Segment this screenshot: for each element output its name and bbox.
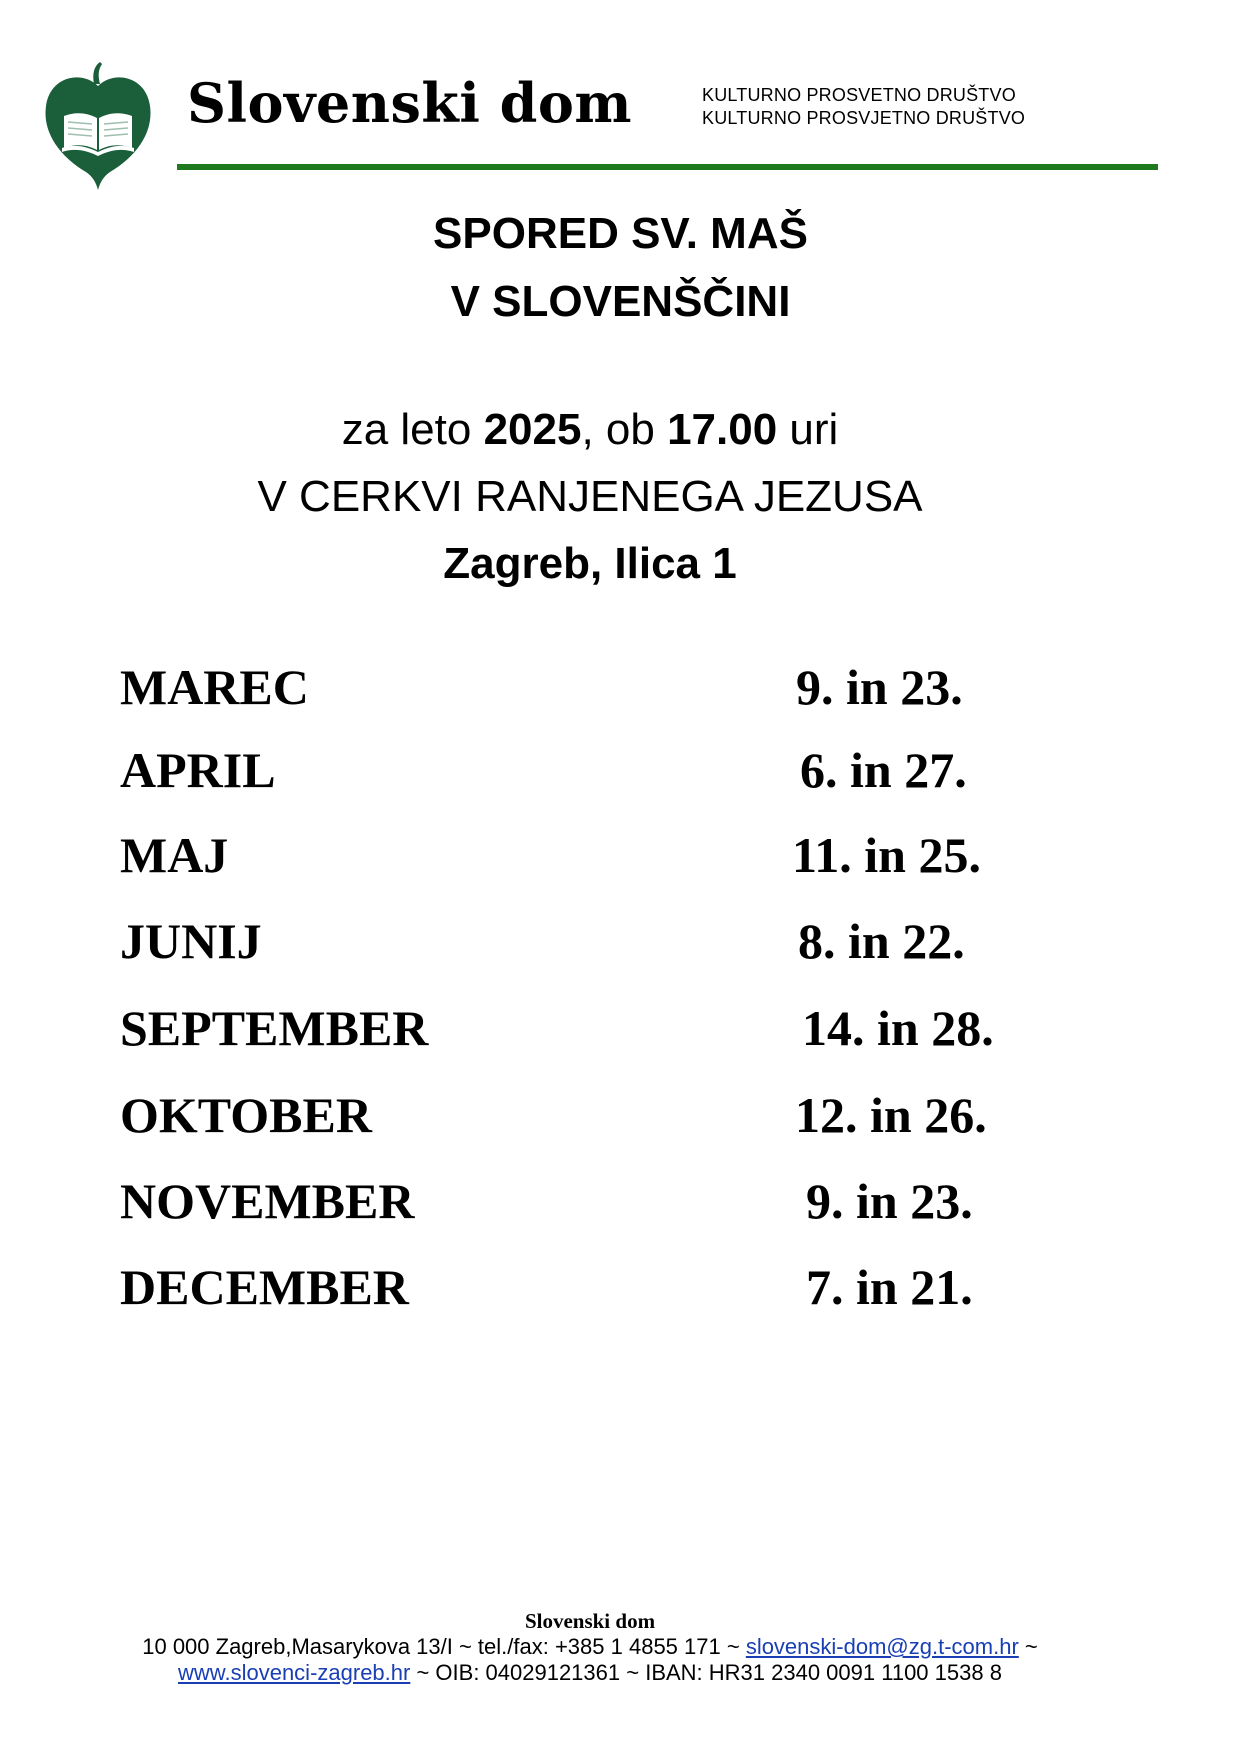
footer-ids: ~ OIB: 04029121361 ~ IBAN: HR31 2340 0091 1100 1538 8 (410, 1660, 1002, 1685)
schedule-month: APRIL (120, 742, 276, 798)
schedule-dates: 7. in 21. (806, 1259, 973, 1315)
schedule-dates: 6. in 27. (800, 742, 967, 798)
time-value: 17.00 (667, 405, 778, 454)
footer-contact-line-2 (0, 1660, 1180, 1686)
church-address: Zagreb, Ilica 1 (443, 539, 737, 588)
schedule-row (0, 1080, 1241, 1150)
footer-contact-line-1 (0, 1634, 1180, 1660)
event-info (0, 396, 1180, 597)
schedule-row (0, 1166, 1241, 1236)
schedule-dates: 12. in 26. (795, 1087, 987, 1143)
schedule-month: JUNIJ (120, 913, 262, 969)
schedule-dates: 14. in 28. (802, 1000, 994, 1056)
schedule-month: DECEMBER (120, 1259, 409, 1315)
email-link[interactable]: slovenski-dom@zg.t-com.hr (745, 1634, 1019, 1659)
footer-separator: ~ (1018, 1634, 1038, 1659)
website-link[interactable]: www.slovenci-zagreb.hr (178, 1660, 411, 1685)
schedule-row (0, 906, 1241, 976)
schedule-dates: 8. in 22. (798, 913, 965, 969)
schedule-month: MAREC (120, 659, 309, 715)
schedule-row (0, 735, 1241, 805)
schedule-dates: 9. in 23. (806, 1173, 973, 1229)
leaf-book-icon (42, 62, 154, 192)
page-title (0, 200, 1241, 336)
time-prefix: , ob (581, 405, 668, 454)
schedule-row (0, 993, 1241, 1063)
org-name: Slovenski dom (187, 71, 633, 135)
header-divider (177, 164, 1158, 170)
org-type-line-2: KULTURNO PROSVJETNO DRUŠTVO (702, 108, 1026, 128)
schedule-dates: 11. in 25. (792, 827, 981, 883)
schedule-month: SEPTEMBER (120, 1000, 429, 1056)
title-line-1: SPORED SV. MAŠ (433, 209, 808, 258)
year-value: 2025 (483, 405, 582, 454)
page-footer (0, 1608, 1180, 1686)
church-name: V CERKVI RANJENEGA JEZUSA (257, 472, 923, 521)
footer-org-name: Slovenski dom (524, 1609, 656, 1633)
schedule-month: NOVEMBER (120, 1173, 415, 1229)
year-time-line (0, 396, 1180, 463)
year-prefix: za leto (341, 405, 484, 454)
title-line-2: V SLOVENŠČINI (450, 277, 791, 326)
schedule-row (0, 652, 1241, 722)
schedule-month: OKTOBER (120, 1087, 372, 1143)
schedule-row (0, 820, 1241, 890)
time-suffix: uri (777, 405, 839, 454)
footer-address: 10 000 Zagreb,Masarykova 13/I ~ tel./fax: +385 1 4855 171 ~ (142, 1634, 746, 1659)
schedule-month: MAJ (120, 827, 229, 883)
schedule-dates: 9. in 23. (796, 659, 963, 715)
schedule-row (0, 1252, 1241, 1322)
org-type-line-1: KULTURNO PROSVETNO DRUŠTVO (702, 85, 1016, 105)
org-type (702, 84, 1025, 130)
